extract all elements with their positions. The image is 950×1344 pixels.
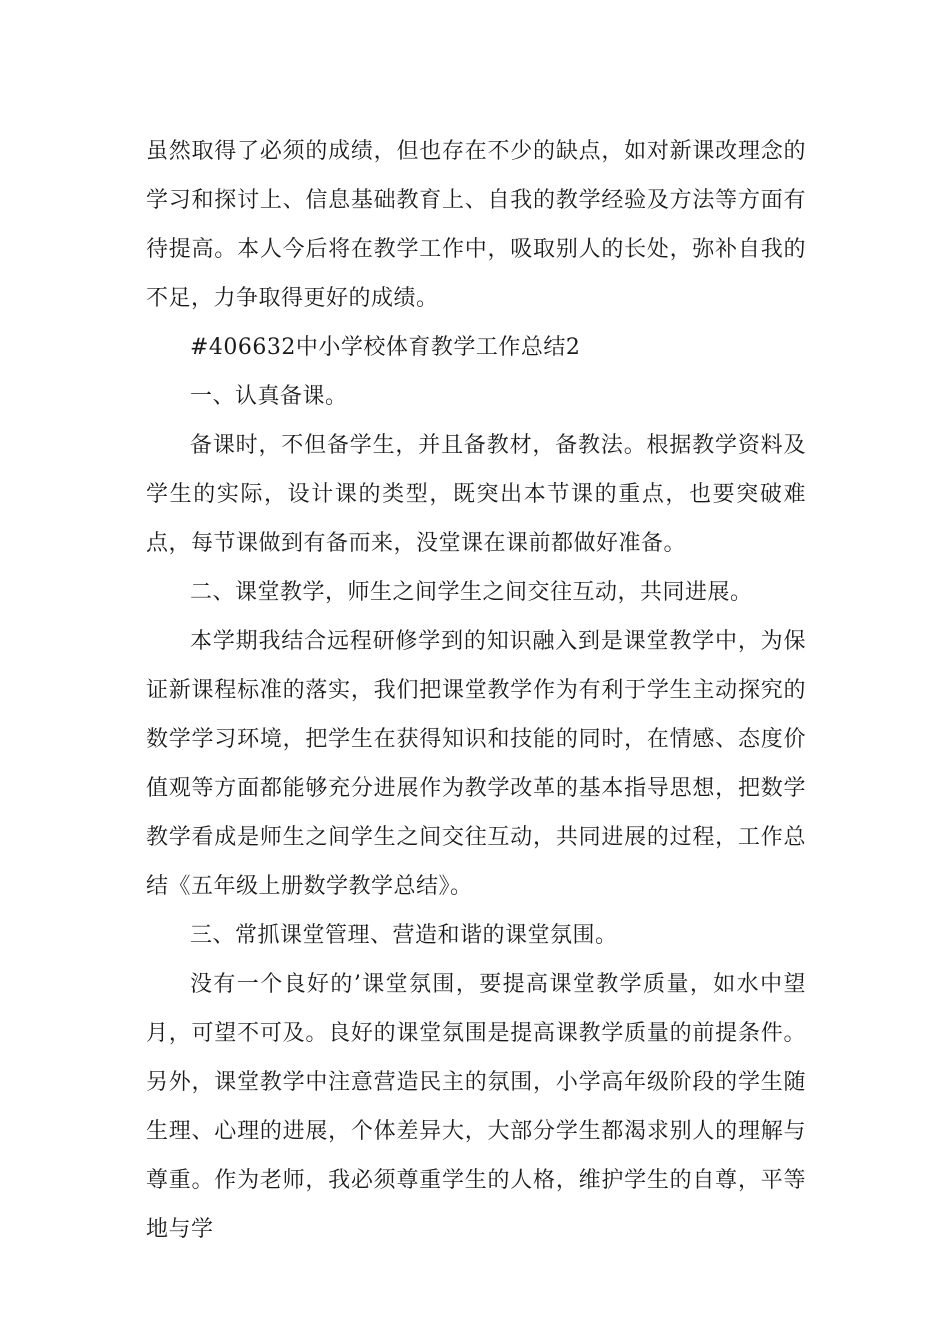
paragraph-prepare-lessons: 备课时，不但备学生，并且备教材，备教法。根据教学资料及学生的实际，设计课的类型，既突出本节课的重点，也要突破难点，每节课做到有备而来，没堂课在课前都做好准备。: [146, 433, 806, 556]
paragraph-conclusion: 虽然取得了必须的成绩，但也存在不少的缺点，如对新课改理念的学习和探讨上、信息基础教育上、自我的教学经验及方法等方面有待提高。本人今后将在教学工作中，吸取别人的长处，弥补自我的不足，力争取得更好的成绩。: [146, 139, 806, 311]
document-body: [146, 127, 806, 1254]
section-title: #406632中小学校体育教学工作总结2: [190, 335, 581, 360]
heading-prepare-lessons: 一、认真备课。: [190, 384, 348, 409]
heading-classroom-management: 三、常抓课堂管理、营造和谐的课堂氛围。: [190, 923, 618, 948]
heading-classroom-teaching: 二、课堂教学，师生之间学生之间交往互动，共同进展。: [190, 580, 753, 605]
paragraph-classroom-teaching: 本学期我结合远程研修学到的知识融入到是课堂教学中，为保证新课程标准的落实，我们把课堂教学作为有利于学生主动探究的数学学习环境，把学生在获得知识和技能的同时，在情感、态度价值观等方面都能够充分进展作为教学改革的基本指导思想，把数学教学看成是师生之间学生之间交往互动，共同进展的过程，工作总结《五年级上册数学教学总结》。: [146, 629, 806, 899]
paragraph-classroom-management: 没有一个良好的’课堂氛围，要提高课堂教学质量，如水中望月，可望不可及。良好的课堂氛围是提高课教学质量的前提条件。另外，课堂教学中注意营造民主的氛围，小学高年级阶段的学生随生理、心理的进展，个体差异大，大部分学生都渴求别人的理解与尊重。作为老师，我必须尊重学生的人格，维护学生的自尊，平等地与学: [146, 972, 806, 1242]
